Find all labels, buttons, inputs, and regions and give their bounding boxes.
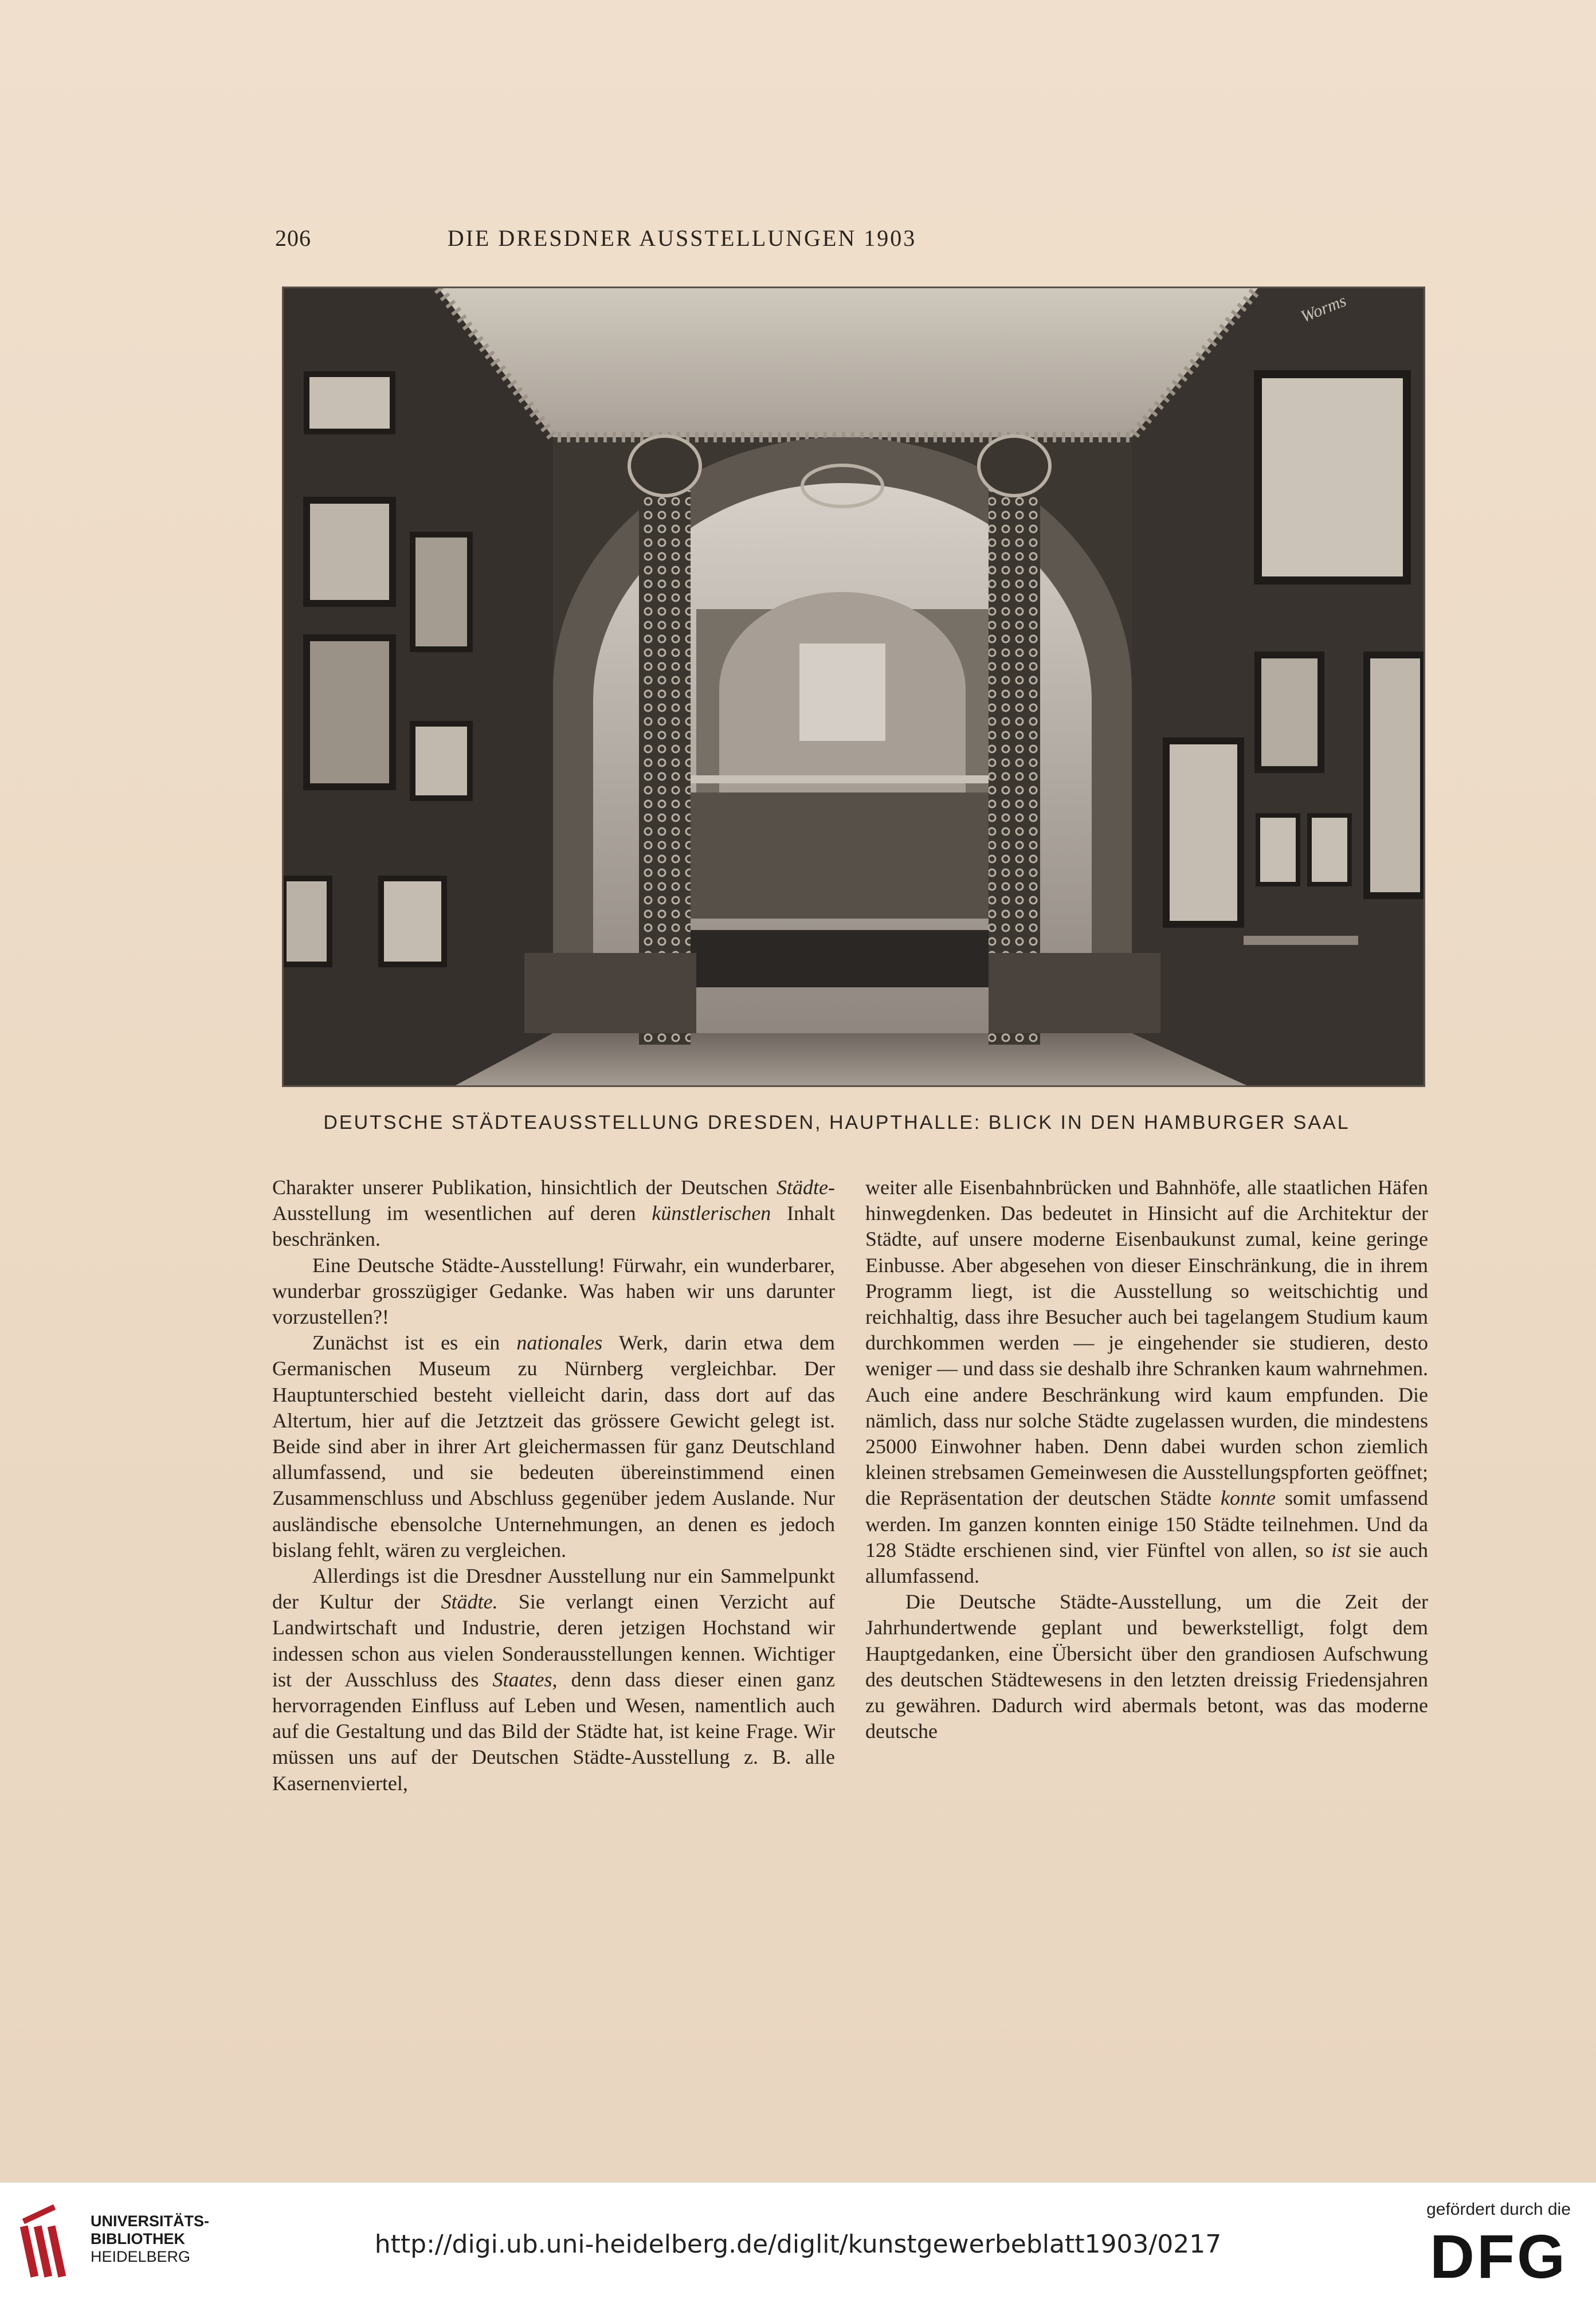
- halftone-plate: [282, 287, 1425, 1087]
- text-run: Inhalt beschränken.: [272, 1202, 835, 1251]
- text-column-left: [272, 1175, 835, 1796]
- running-title: DIE DRESDNER AUSSTELLUNGEN 1903: [447, 225, 917, 251]
- text-run: Eine Deutsche Städte-Ausstellung! Fürwahr, ein wunderbarer, wunderbar grosszügiger Gedanke. Was haben wir uns darunter vorzustellen?!: [272, 1253, 835, 1329]
- text-run: Zunächst ist es ein: [312, 1331, 517, 1355]
- text-run: -Ausstellung im wesentlichen auf deren: [272, 1176, 835, 1225]
- exhibition-hall-photo: [284, 288, 1424, 1085]
- text-run: sie auch allumfassend.: [865, 1538, 1428, 1588]
- text-run: Allerdings ist die Dresdner Ausstellung nur ein Sammelpunkt der Kultur der: [272, 1564, 835, 1614]
- library-name: UNIVERSITÄTS- BIBLIOTHEK HEIDELBERG: [91, 2212, 210, 2265]
- running-head: [275, 225, 1089, 259]
- emphasis-run: konnte: [1220, 1486, 1276, 1510]
- page-number: 206: [275, 225, 311, 251]
- emphasis-run: ist: [1331, 1538, 1351, 1562]
- text-run: Die Deutsche Städte-Ausstellung, um die Zeit der Jahrhundertwende geplant und bewerkstelligt, folgt dem Hauptgedanken, eine Übersicht über den grandiosen Aufschwung des deutschen Städtewesens in den letzten dreissig Friedensjahren zu gewähren. Dadurch wird abermals betont, was das moderne deutsche: [865, 1590, 1428, 1743]
- funding-note: gefördert durch die: [1426, 2200, 1571, 2219]
- emphasis-run: Städte.: [441, 1590, 498, 1614]
- dfg-logo: DFG: [1430, 2222, 1567, 2291]
- text-run: weiter alle Eisenbahnbrücken und Bahnhöfe, alle staatlichen Häfen hinwegdenken. Das bedeutet in Hinsicht auf die Architektur der Städte, auf unsere moderne Eisenbaukunst zumal, keine geringe Einbusse. Aber abgesehen von dieser Einschränkung, die in ihrem Programm liegt, ist die Ausstellung so weitschichtig und reichhaltig, dass ihre Besucher auch bei tagelangem Studium kaum durchkommen werden — je eingehender sie studieren, desto weniger — und dass sie deshalb ihre Schranken kaum wahrnehmen. Auch eine andere Beschränkung wird kaum empfunden. Die nämlich, dass nur solche Städte zugelassen wurden, die mindestens 25000 Einwohner haben. Denn dabei wurden schon ziemlich kleinen strebsamen Gemeinwesen die Ausstellungspforten geöffnet; die Repräsentation der deutschen Städte: [865, 1176, 1428, 1510]
- paragraph: [272, 1175, 835, 1253]
- text-run: Werk, darin etwa dem Germanischen Museum zu Nürnberg vergleichbar. Der Hauptunterschied besteht vielleicht darin, dass dort auf das Altertum, hier auf die Jetztzeit das grössere Gewicht gelegt ist. Beide sind aber in ihrer Art gleichermassen für ganz Deutschland allumfassend, und sie bedeuten übereinstimmend einen Zusammenschluss und Abschluss gegenüber jedem Auslande. Nur ausländische ebensolche Unternehmungen, an denen es jedoch bislang fehlt, wären zu vergleichen.: [272, 1331, 835, 1562]
- emphasis-run: nationales: [516, 1331, 603, 1355]
- wall-sign: Worms: [1298, 291, 1349, 327]
- permalink-url[interactable]: http://digi.ub.uni-heidelberg.de/diglit/kunstgewerbeblatt1903/0217: [374, 2230, 1222, 2259]
- emphasis-run: Städte: [777, 1176, 828, 1199]
- text-column-right: [865, 1175, 1428, 1744]
- emphasis-run: künstlerischen: [652, 1202, 771, 1225]
- emphasis-run: Staates,: [492, 1668, 558, 1691]
- text-run: somit umfassend werden. Im ganzen konnten einige 150 Städte teilnehmen. Und da 128 Städte erschienen sind, vier Fünftel von allen, so: [865, 1486, 1429, 1562]
- paragraph: [272, 1563, 835, 1796]
- paragraph: [272, 1253, 835, 1331]
- digitization-footer: [0, 2182, 1596, 2299]
- text-run: denn dass dieser einen ganz hervorragenden Einfluss auf Leben und Wesen, namentlich auch auf die Gestaltung und das Bild der Städte hat, ist keine Frage. Wir müssen uns auf der Deutschen Städte-Ausstellung z. B. alle Kasernenviertel,: [272, 1668, 835, 1795]
- paragraph: [865, 1589, 1428, 1744]
- paragraph: [272, 1330, 835, 1563]
- plate-caption: DEUTSCHE STÄDTEAUSSTELLUNG DRESDEN, HAUPTHALLE: BLICK IN DEN HAMBURGER SAAL: [323, 1112, 1350, 1133]
- text-run: Sie verlangt einen Verzicht auf Landwirtschaft und Industrie, deren jetzigen Hochstand wir indessen schon aus vielen Sonderausstellungen kennen. Wichtiger ist der Ausschluss des: [272, 1590, 835, 1691]
- paragraph: [865, 1175, 1428, 1589]
- text-run: Charakter unserer Publikation, hinsichtlich der Deutschen: [272, 1176, 777, 1199]
